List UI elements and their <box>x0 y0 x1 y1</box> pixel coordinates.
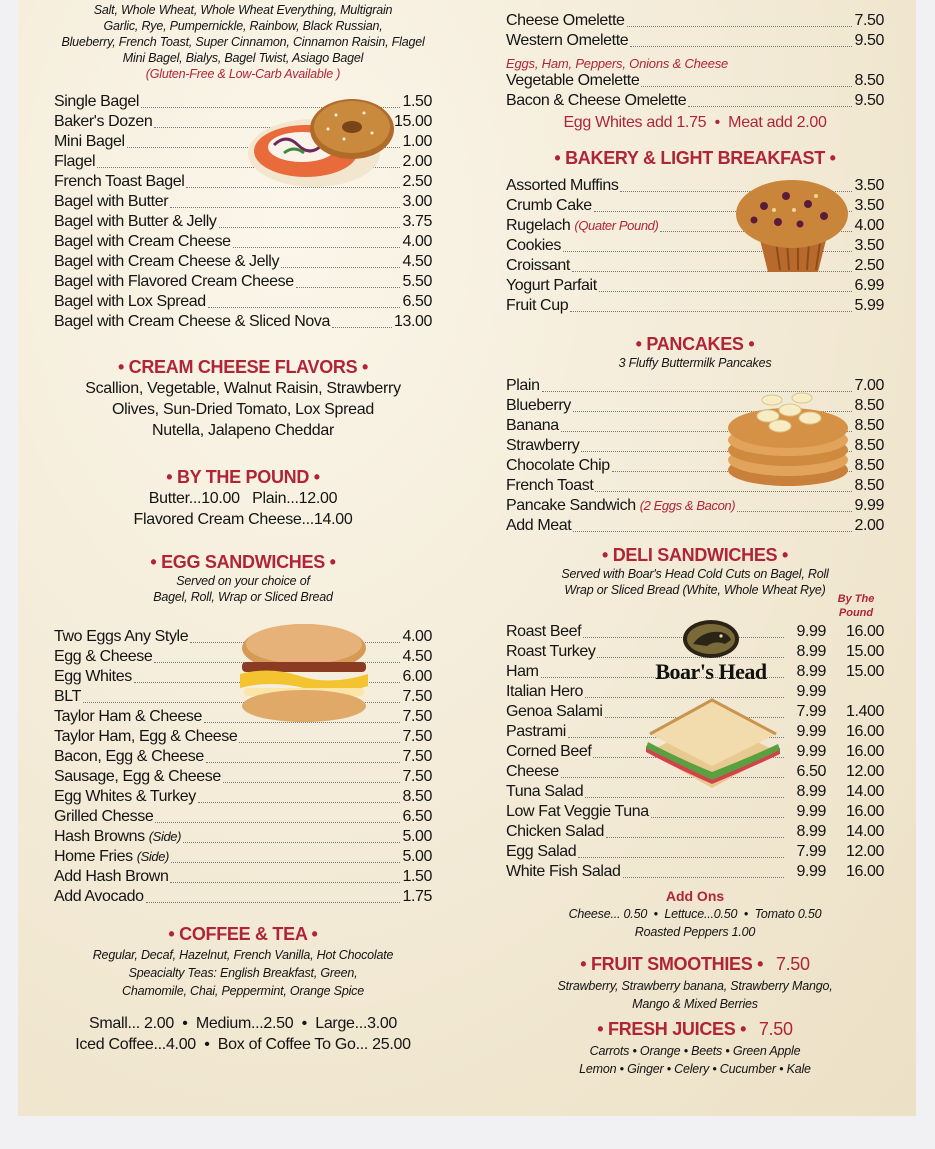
item-price: 1.00 <box>402 133 432 150</box>
item-name: Egg & Cheese <box>54 648 153 665</box>
item-price-per-pound: 12.00 <box>845 843 884 860</box>
bagel-flavors <box>54 2 432 82</box>
omelette-row <box>506 12 884 32</box>
item-name: Fruit Cup <box>506 297 569 314</box>
dot-leader <box>170 206 400 208</box>
dot-leader <box>296 286 401 288</box>
item-price: 9.99 <box>796 743 826 760</box>
deli-addons <box>506 888 884 940</box>
smoothies-price: 7.50 <box>775 954 810 974</box>
item-name: Western Omelette <box>506 32 629 49</box>
dot-leader <box>171 861 400 863</box>
item-name: French Toast Bagel <box>54 173 185 190</box>
coffee-line: Regular, Decaf, Hazelnut, French Vanilla, Hot Chocolate <box>92 948 394 962</box>
item-name: Taylor Ham, Egg & Cheese <box>54 728 238 745</box>
omelette-row <box>506 92 884 112</box>
dot-leader <box>170 881 400 883</box>
by-the-pound-line: Butter...10.00 Plain...12.00 <box>148 490 338 507</box>
item-name: Bagel with Lox Spread <box>54 293 206 310</box>
item-price: 3.50 <box>854 197 884 214</box>
item-price-per-pound: 16.00 <box>845 803 884 820</box>
dot-leader <box>281 266 400 268</box>
item-price: 6.99 <box>854 277 884 294</box>
item-price: 4.00 <box>402 628 432 645</box>
item-price: 9.50 <box>854 92 884 109</box>
item-name: BLT <box>54 688 81 705</box>
item-name: Two Eggs Any Style <box>54 628 189 645</box>
deli-addons-line: Cheese... 0.50 • Lettuce...0.50 • Tomato 0.50 <box>568 907 822 921</box>
item-price: 8.50 <box>854 72 884 89</box>
item-price: 9.99 <box>796 623 826 640</box>
item-name: Cheese Omelette <box>506 12 625 29</box>
item-name: Home Fries <box>54 848 133 865</box>
dot-leader <box>651 816 784 818</box>
item-note: (Side) <box>148 829 182 844</box>
boar-emblem-icon <box>681 618 741 660</box>
bakery-row <box>506 277 884 297</box>
deli-addons-title: Add Ons <box>665 888 725 904</box>
gluten-free-note: (Gluten-Free & Low-Carb Available ) <box>145 67 341 81</box>
bagel-lox-image <box>244 93 394 193</box>
egg-sandwich-row <box>54 808 432 828</box>
deli-addons-line: Roasted Peppers 1.00 <box>634 925 756 939</box>
dot-leader <box>737 510 852 512</box>
dot-leader <box>630 45 852 47</box>
item-price-per-pound: 16.00 <box>845 623 884 640</box>
egg-sandwiches-subtitle: Bagel, Roll, Wrap or Sliced Bread <box>153 590 333 604</box>
juices-title-row <box>506 1019 884 1040</box>
item-name: Strawberry <box>506 437 580 454</box>
item-price-per-pound: 12.00 <box>845 763 884 780</box>
by-the-pound-label-line: Pound <box>838 607 874 619</box>
dot-leader <box>198 801 401 803</box>
item-price: 7.50 <box>402 688 432 705</box>
dot-leader <box>578 856 784 858</box>
item-name: Pastrami <box>506 723 566 740</box>
bagel-row <box>54 293 432 313</box>
menu-sheet <box>18 0 916 1116</box>
deli-subtitle: Served with Boar's Head Cold Cuts on Bagel, Roll <box>561 567 829 581</box>
item-name: Grilled Chesse <box>54 808 154 825</box>
dot-leader <box>641 85 852 87</box>
item-name: Cheese <box>506 763 559 780</box>
pancakes-header <box>506 334 884 371</box>
egg-sandwiches-subtitle: Served on your choice of <box>176 574 310 588</box>
item-name: Plain <box>506 377 540 394</box>
dot-leader <box>219 226 401 228</box>
item-name: Bacon & Cheese Omelette <box>506 92 687 109</box>
item-name: Mini Bagel <box>54 133 125 150</box>
by-the-pound-title: • BY THE POUND • <box>166 467 320 487</box>
egg-sandwich-row <box>54 888 432 908</box>
dot-leader <box>623 876 784 878</box>
pancakes-title: • PANCAKES • <box>635 334 755 354</box>
deli-sandwich-image <box>638 690 786 798</box>
egg-sandwiches-header <box>54 552 432 605</box>
deli-header <box>506 545 884 598</box>
bakery-row <box>506 297 884 317</box>
item-name: Assorted Muffins <box>506 177 619 194</box>
egg-sandwiches-title: • EGG SANDWICHES • <box>150 552 336 572</box>
deli-title: • DELI SANDWICHES • <box>602 545 788 565</box>
item-price: 6.50 <box>796 763 826 780</box>
item-price: 15.00 <box>393 113 432 130</box>
item-name: Bacon, Egg & Cheese <box>54 748 204 765</box>
pancake-row <box>506 517 884 537</box>
bagel-flavor-line: Garlic, Rye, Pumpernickle, Rainbow, Black Russian, <box>103 19 383 33</box>
item-price: 2.50 <box>854 257 884 274</box>
egg-sandwich-row <box>54 748 432 768</box>
item-price: 13.00 <box>393 313 432 330</box>
coffee-line: Chamomile, Chai, Peppermint, Orange Spice <box>122 984 364 998</box>
egg-sandwich-image <box>234 622 374 724</box>
item-name: Banana <box>506 417 559 434</box>
item-price: 1.75 <box>402 888 432 905</box>
dot-leader <box>223 781 401 783</box>
omelette-addons: Egg Whites add 1.75 • Meat add 2.00 <box>563 114 827 131</box>
item-price: 5.00 <box>402 848 432 865</box>
item-price: 6.50 <box>402 293 432 310</box>
dot-leader <box>599 290 853 292</box>
item-price: 6.50 <box>402 808 432 825</box>
egg-sandwich-row <box>54 828 432 848</box>
item-name: Hash Browns <box>54 828 145 845</box>
item-price: 8.99 <box>796 663 826 680</box>
item-price: 8.50 <box>854 457 884 474</box>
item-name: Chocolate Chip <box>506 457 610 474</box>
egg-sandwich-row <box>54 848 432 868</box>
smoothies-title-row <box>506 954 884 975</box>
item-price: 5.00 <box>402 828 432 845</box>
cream-cheese-section <box>54 357 432 441</box>
dot-leader <box>208 306 401 308</box>
by-the-pound-label-line: By The <box>837 593 875 605</box>
deli-subtitle: Wrap or Sliced Bread (White, Whole Wheat Rye) <box>564 583 826 597</box>
item-price: 4.50 <box>402 648 432 665</box>
bagel-flavor-line: Salt, Whole Wheat, Whole Wheat Everything, Multigrain <box>93 3 393 17</box>
dot-leader <box>688 105 852 107</box>
item-note: (2 Eggs & Bacon) <box>639 498 736 513</box>
item-price: 7.50 <box>402 728 432 745</box>
item-name: Pancake Sandwich <box>506 497 636 514</box>
item-price: 3.75 <box>402 213 432 230</box>
bagel-flavor-line: Mini Bagel, Bialys, Bagel Twist, Asiago Bagel <box>122 51 364 65</box>
egg-sandwich-row <box>54 728 432 748</box>
dot-leader <box>183 841 400 843</box>
item-price: 8.99 <box>796 783 826 800</box>
item-note: (Quater Pound) <box>574 218 659 233</box>
smoothies-line: Mango & Mixed Berries <box>632 997 758 1011</box>
dot-leader <box>332 326 392 328</box>
item-price: 7.50 <box>854 12 884 29</box>
item-name: Single Bagel <box>54 93 140 110</box>
item-price: 8.50 <box>854 397 884 414</box>
cream-cheese-line: Scallion, Vegetable, Walnut Raisin, Strawberry <box>85 380 401 397</box>
item-price: 4.00 <box>402 233 432 250</box>
smoothies-section <box>506 954 884 1012</box>
item-name: Ham <box>506 663 539 680</box>
coffee-section <box>54 924 432 1055</box>
item-price-per-pound: 14.00 <box>845 823 884 840</box>
item-price: 8.99 <box>796 823 826 840</box>
juices-line: Carrots • Orange • Beets • Green Apple <box>589 1044 801 1058</box>
item-price: 9.99 <box>796 803 826 820</box>
item-price-per-pound: 16.00 <box>845 723 884 740</box>
dot-leader <box>233 246 401 248</box>
item-name: Yogurt Parfait <box>506 277 597 294</box>
item-price: 4.00 <box>854 217 884 234</box>
bagel-row <box>54 233 432 253</box>
dot-leader <box>573 530 852 532</box>
bagel-row <box>54 253 432 273</box>
dot-leader <box>606 836 784 838</box>
boars-head-logo-text: Boar's Head <box>655 659 767 684</box>
item-price: 5.99 <box>854 297 884 314</box>
item-name: Flagel <box>54 153 96 170</box>
item-name: Genoa Salami <box>506 703 603 720</box>
muffin-image <box>734 176 850 276</box>
item-name: Vegetable Omelette <box>506 72 640 89</box>
item-price: 2.50 <box>402 173 432 190</box>
deli-row <box>506 843 884 863</box>
dot-leader <box>570 310 852 312</box>
by-the-pound-section <box>54 467 432 530</box>
item-name: Roast Beef <box>506 623 582 640</box>
item-name: Bagel with Butter & Jelly <box>54 213 217 230</box>
cream-cheese-line: Olives, Sun-Dried Tomato, Lox Spread <box>112 401 374 418</box>
dot-leader <box>627 25 853 27</box>
coffee-price-line: Small... 2.00 • Medium...2.50 • Large...3.00 <box>88 1015 398 1032</box>
item-price: 8.50 <box>854 417 884 434</box>
deli-row <box>506 823 884 843</box>
dot-leader <box>146 901 401 903</box>
item-price: 3.50 <box>854 177 884 194</box>
item-name: Croissant <box>506 257 570 274</box>
bagel-row <box>54 213 432 233</box>
item-name: French Toast <box>506 477 594 494</box>
pancake-image <box>724 380 852 492</box>
item-price: 9.99 <box>796 683 826 700</box>
item-name: Bagel with Cream Cheese & Jelly <box>54 253 280 270</box>
egg-sandwich-row <box>54 868 432 888</box>
item-note: (Side) <box>136 849 169 864</box>
item-name: Add Hash Brown <box>54 868 169 885</box>
juices-line: Lemon • Ginger • Celery • Cucumber • Kale <box>579 1062 811 1076</box>
juices-title: • FRESH JUICES • <box>597 1019 747 1039</box>
item-name: Add Avocado <box>54 888 144 905</box>
item-name: Tuna Salad <box>506 783 584 800</box>
item-name: Chicken Salad <box>506 823 604 840</box>
item-name: Sausage, Egg & Cheese <box>54 768 221 785</box>
item-name: Bagel with Butter <box>54 193 169 210</box>
item-name: Blueberry <box>506 397 571 414</box>
dot-leader <box>155 821 400 823</box>
item-price: 9.99 <box>796 863 826 880</box>
bakery-title: • BAKERY & LIGHT BREAKFAST • <box>554 148 836 168</box>
item-price: 1.50 <box>402 93 432 110</box>
omelette-row <box>506 72 884 92</box>
pancake-row <box>506 497 884 517</box>
item-name: White Fish Salad <box>506 863 621 880</box>
item-name: Low Fat Veggie Tuna <box>506 803 649 820</box>
bagel-flavor-line: Blueberry, French Toast, Super Cinnamon, Cinnamon Raisin, Flagel <box>61 35 425 49</box>
item-price: 8.50 <box>402 788 432 805</box>
item-price: 7.00 <box>854 377 884 394</box>
by-the-pound-label <box>826 592 886 620</box>
item-name: Taylor Ham & Cheese <box>54 708 203 725</box>
bagel-row <box>54 193 432 213</box>
egg-sandwich-row <box>54 768 432 788</box>
item-price: 9.99 <box>854 497 884 514</box>
item-price: 5.50 <box>402 273 432 290</box>
omelette-row <box>506 32 884 52</box>
item-name: Cookies <box>506 237 562 254</box>
item-price: 9.99 <box>796 723 826 740</box>
item-price: 7.99 <box>796 843 826 860</box>
item-name: Add Meat <box>506 517 572 534</box>
item-price: 8.99 <box>796 643 826 660</box>
boars-head-logo <box>636 618 786 684</box>
item-name: Corned Beef <box>506 743 592 760</box>
egg-sandwich-row <box>54 788 432 808</box>
deli-row <box>506 863 884 883</box>
item-price: 3.50 <box>854 237 884 254</box>
item-price-per-pound: 15.00 <box>845 663 884 680</box>
item-price: 1.50 <box>402 868 432 885</box>
juices-price: 7.50 <box>758 1019 793 1039</box>
smoothies-line: Strawberry, Strawberry banana, Strawberry Mango, <box>557 979 833 993</box>
item-name: Rugelach <box>506 217 571 234</box>
item-name: Roast Turkey <box>506 643 596 660</box>
item-price: 9.50 <box>854 32 884 49</box>
cream-cheese-line: Nutella, Jalapeno Cheddar <box>152 422 334 439</box>
pancakes-subtitle: 3 Fluffy Buttermilk Pancakes <box>618 356 772 370</box>
item-price-per-pound: 16.00 <box>845 863 884 880</box>
bakery-header <box>506 148 884 169</box>
item-name: Italian Hero <box>506 683 584 700</box>
item-name: Egg Whites <box>54 668 132 685</box>
item-name: Bagel with Cream Cheese & Sliced Nova <box>54 313 331 330</box>
dot-leader <box>239 741 400 743</box>
bagel-row <box>54 313 432 333</box>
item-price-per-pound: 1.400 <box>845 703 884 720</box>
item-price: 7.50 <box>402 748 432 765</box>
item-price: 7.99 <box>796 703 826 720</box>
item-price: 2.00 <box>854 517 884 534</box>
item-name: Egg Whites & Turkey <box>54 788 196 805</box>
item-name: Bagel with Cream Cheese <box>54 233 231 250</box>
item-price: 7.50 <box>402 768 432 785</box>
coffee-line: Speacialty Teas: English Breakfast, Green, <box>128 966 358 980</box>
item-price: 4.50 <box>402 253 432 270</box>
item-price-per-pound: 16.00 <box>845 743 884 760</box>
western-omelette-note: Eggs, Ham, Peppers, Onions & Cheese <box>506 56 729 71</box>
dot-leader <box>206 761 401 763</box>
coffee-price-line: Iced Coffee...4.00 • Box of Coffee To Go... 25.00 <box>75 1036 411 1053</box>
smoothies-title: • FRUIT SMOOTHIES • <box>580 954 764 974</box>
item-price-per-pound: 14.00 <box>845 783 884 800</box>
item-price: 8.50 <box>854 437 884 454</box>
item-price-per-pound: 15.00 <box>845 643 884 660</box>
by-the-pound-line: Flavored Cream Cheese...14.00 <box>133 511 353 528</box>
item-price: 3.00 <box>402 193 432 210</box>
coffee-title: • COFFEE & TEA • <box>168 924 318 944</box>
item-name: Crumb Cake <box>506 197 592 214</box>
bagel-row <box>54 273 432 293</box>
item-price: 6.00 <box>402 668 432 685</box>
item-price: 2.00 <box>402 153 432 170</box>
item-price: 8.50 <box>854 477 884 494</box>
item-price: 7.50 <box>402 708 432 725</box>
juices-section <box>506 1019 884 1077</box>
cream-cheese-title: • CREAM CHEESE FLAVORS • <box>117 357 369 377</box>
deli-row <box>506 803 884 823</box>
item-name: Baker's Dozen <box>54 113 153 130</box>
item-name: Bagel with Flavored Cream Cheese <box>54 273 294 290</box>
item-name: Egg Salad <box>506 843 577 860</box>
